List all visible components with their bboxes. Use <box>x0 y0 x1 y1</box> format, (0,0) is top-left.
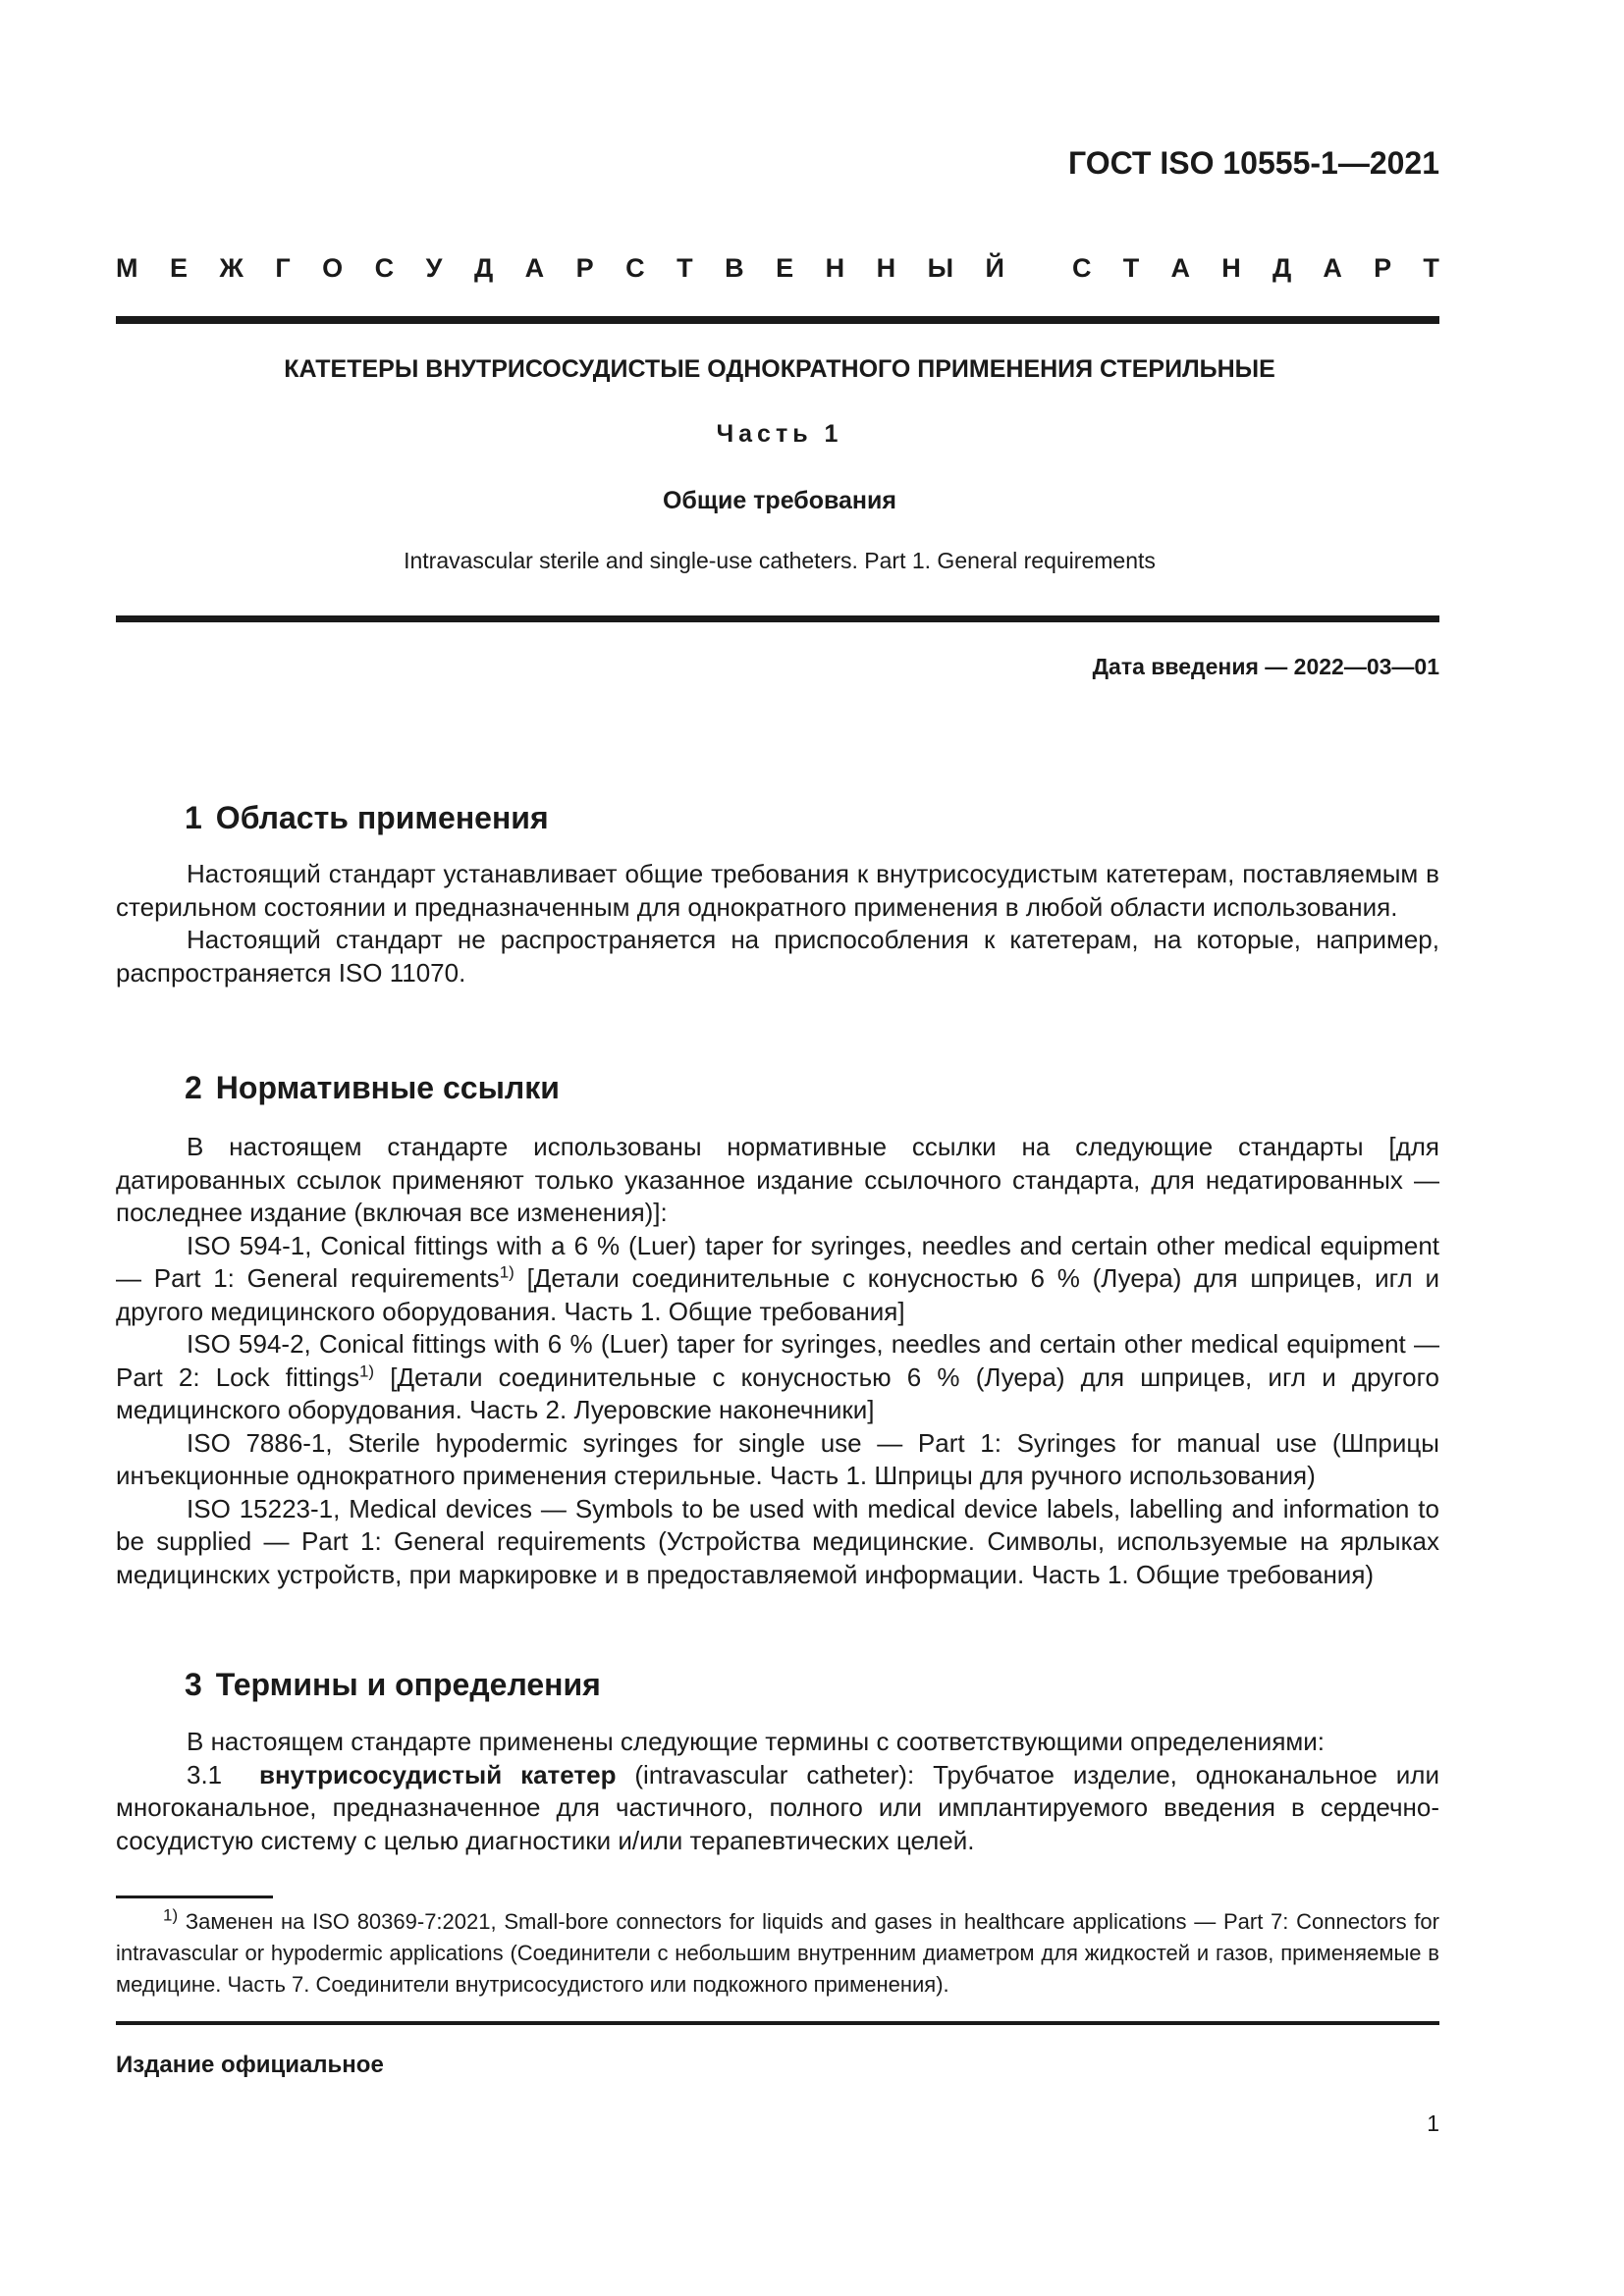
paragraph-reference: ISO 594-2, Conical fittings with 6 % (Luer) taper for syringes, needles and certain other medical equipment — Part 2: Lock fittings$^{1)}$ [Детали соединительные с конусностью 6 % (Луера) для шприцев, игл и другого медицинского оборудования. Часть 2. Луеровские наконечники] <box>116 1329 1439 1424</box>
header-rule <box>116 316 1439 324</box>
standard-type <box>116 253 1439 284</box>
document-code: ГОСТ ISO 10555-1—2021 <box>1068 145 1439 181</box>
footer-rule <box>116 2021 1439 2025</box>
standard-type-word-1: М Е Ж Г О С У Д А Р С Т В Е Н Н Ы Й <box>116 253 1004 283</box>
paragraph: В настоящем стандарте применены следующие термины с соответствующими определениями: <box>187 1727 1326 1756</box>
section-heading-3: 3 Термины и определения <box>185 1667 601 1702</box>
paragraph-reference: ISO 594-1, Conical fittings with a 6 % (Luer) taper for syringes, needles and certain other medical equipment — Part 1: General requirements$^{1)}$ [Детали соединительные с конусностью 6 % (Луера) для шприцев, игл и другого медицинского оборудования. Часть 1. Общие требования] <box>116 1230 1439 1326</box>
footnote-separator <box>116 1896 273 1898</box>
term-definition: 3.1 внутрисосудистый катетер (intravascular catheter): Трубчатое изделие, одноканальное или многоканальное, предназначенное для частичного, полного или имплантируемого введения в сердечно-сосудистую систему с целью диагностики и/или терапевтических целей. <box>116 1759 1440 1855</box>
document-title: КАТЕТЕРЫ ВНУТРИСОСУДИСТЫЕ ОДНОКРАТНОГО ПРИМЕНЕНИЯ СТЕРИЛЬНЫЕ <box>284 355 1275 383</box>
footnote-mark: 1) <box>163 1905 179 1925</box>
term: внутрисосудистый катетер <box>258 1759 617 1789</box>
page-number: 1 <box>1427 2110 1439 2136</box>
footnote-ref: 1) <box>499 1262 514 1282</box>
standard-type-word-2: С Т А Н Д А Р Т <box>1072 253 1439 283</box>
footnote-ref: 1) <box>358 1361 375 1380</box>
paragraph-reference: ISO 15223-1, Medical devices — Symbols to be used with medical device labels, labelling and information to be supplied — Part 1: General requirements (Устройства медицинские. Символы, используемые на ярлыках медицинских устройств, при маркировке и в предоставляемой информации. Часть 1. Общие требования) <box>116 1493 1439 1589</box>
section-heading-2: 2 Нормативные ссылки <box>185 1070 560 1105</box>
section-body-2 <box>116 1131 1439 1591</box>
official-edition-label: Издание официальное <box>116 2052 384 2078</box>
paragraph: В настоящем стандарте использованы нормативные ссылки на следующие стандарты [для датированных ссылок применяют только указанное издание ссылочного стандарта, для недатированных — последнее издание (включая все изменения)]: <box>116 1132 1439 1227</box>
document-part: Часть 1 <box>716 420 843 448</box>
section-body-3 <box>116 1726 1439 1857</box>
paragraph: Настоящий стандарт устанавливает общие требования к внутрисосудистым катетерам, поставляемым в стерильном состоянии и предназначенным для однократного применения в любой области использования. <box>116 859 1439 922</box>
section-heading-1: 1 Область применения <box>185 800 549 835</box>
document-title-english: Intravascular sterile and single-use catheters. Part 1. General requirements <box>404 548 1156 573</box>
title-rule <box>116 615 1439 622</box>
section-body-1 <box>116 858 1439 989</box>
paragraph-reference: ISO 7886-1, Sterile hypodermic syringes for single use — Part 1: Syringes for manual use (Шприцы инъекционные однократного применения стерильные. Часть 1. Шприцы для ручного использования) <box>116 1427 1439 1490</box>
footnote: $^{1)}$ Заменен на ISO 80369-7:2021, Small-bore connectors for liquids and gases in healthcare applications — Part 7: Connectors for intravascular or hypodermic applications (Соединители с небольшим внутренним диаметром для жидкостей и газов, применяемые в медицине. Часть 7. Соединители внутрисосудистого или подкожного применения). <box>116 1905 1439 1997</box>
document-subtitle: Общие требования <box>662 487 896 514</box>
paragraph: Настоящий стандарт не распространяется на приспособления к катетерам, на которые, например, распространяется ISO 11070. <box>116 925 1439 988</box>
introduction-date: Дата введения — 2022—03—01 <box>1092 654 1439 679</box>
